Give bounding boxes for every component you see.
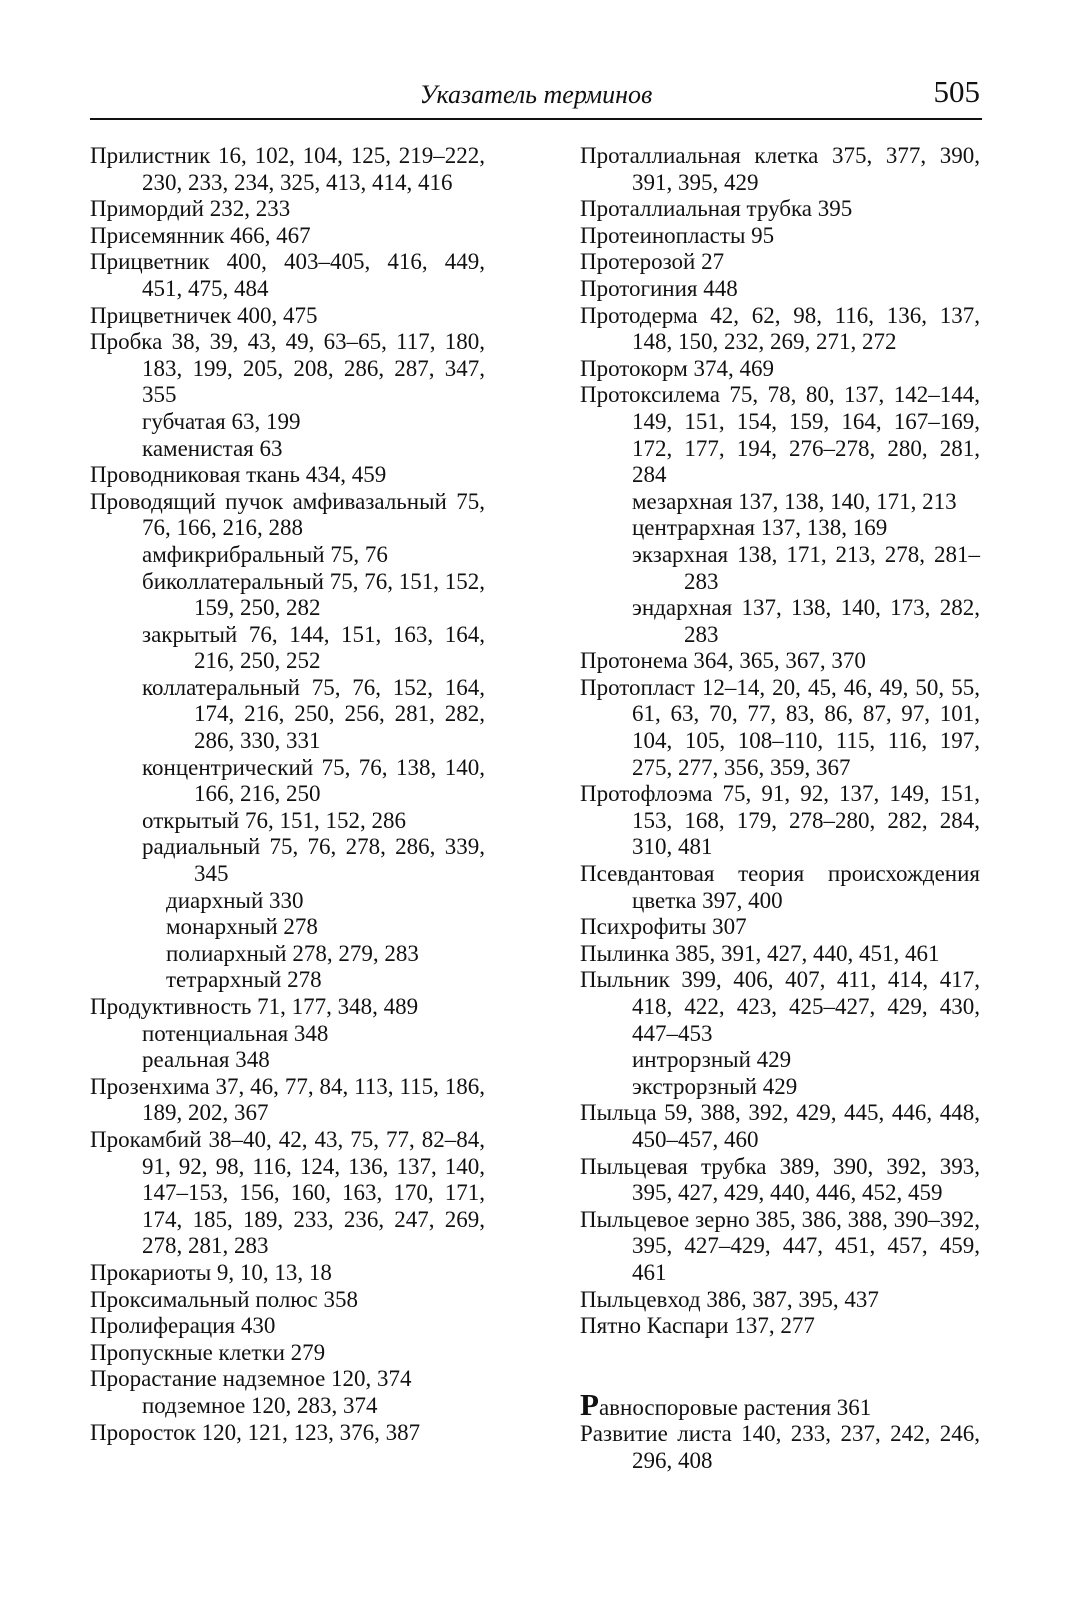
index-entry: Прицветничек 400, 475 — [90, 302, 318, 328]
index-entry: Пропускные клетки 279 — [90, 1339, 326, 1365]
index-entry: Примордий 232, 233 — [90, 196, 291, 222]
index-entry: Проталлиальная трубка 395 — [580, 196, 853, 222]
index-entry: Пыльцевое зерно 385, 386, 388, 390–392, 395, 427–429, 447, 451, 457, 459, 461 — [580, 1206, 980, 1285]
index-subentry: биколлатеральный 75, 76, 151, 152, 159, 250, 282 — [142, 568, 485, 621]
index-subentry: экстрорзный 429 — [632, 1073, 798, 1099]
index-entry: Прозенхима 37, 46, 77, 84, 113, 115, 186, 189, 202, 367 — [90, 1073, 485, 1126]
index-subentry: монархный 278 — [166, 914, 318, 940]
section-initial-letter: Р — [580, 1386, 599, 1422]
index-entry: Пыльцевая трубка 389, 390, 392, 393, 395, 427, 429, 440, 446, 452, 459 — [580, 1153, 980, 1206]
index-subentry: мезархная 137, 138, 140, 171, 213 — [632, 488, 957, 514]
section-gap — [580, 1340, 980, 1392]
index-entry: Прорастание надземное 120, 374 — [90, 1366, 412, 1392]
index-entry: Пыльцевход 386, 387, 395, 437 — [580, 1286, 879, 1312]
index-subentry: коллатеральный 75, 76, 152, 164, 174, 216, 250, 256, 281, 282, 286, 330, 331 — [142, 674, 485, 754]
index-subentry: реальная 348 — [142, 1047, 270, 1073]
index-entry: Проталлиальная клетка 375, 377, 390, 391, 395, 429 — [580, 143, 980, 195]
index-subentry: закрытый 76, 144, 151, 163, 164, 216, 250, 252 — [142, 621, 485, 674]
index-entry: Проксимальный полюс 358 — [90, 1286, 358, 1312]
index-entry: Протеинопласты 95 — [580, 222, 775, 248]
index-entry: Пролиферация 430 — [90, 1313, 276, 1339]
index-entry: Прокамбий 38–40, 42, 43, 75, 77, 82–84, 91, 92, 98, 116, 124, 136, 137, 140, 147–153, 156, 160, 163, 170, 171, 174, 185, 189, 233, 236, 247, 269, 278, 281, 283 — [90, 1126, 485, 1259]
index-entry: Проводящий пучок амфивазальный 75, 76, 166, 216, 288 — [90, 488, 485, 541]
index-entry: Протопласт 12–14, 20, 45, 46, 49, 50, 55, 61, 63, 70, 77, 83, 86, 87, 97, 101, 104, 105, 108–110, 115, 116, 197, 275, 277, 356, 359, 367 — [580, 674, 980, 780]
running-title: Указатель терминов — [419, 80, 653, 109]
index-entry: Проводниковая ткань 434, 459 — [90, 462, 387, 488]
index-subentry: губчатая 63, 199 — [142, 408, 301, 434]
index-entry: Развитие листа 140, 233, 237, 242, 246, 296, 408 — [580, 1421, 980, 1473]
index-entry: Протодерма 42, 62, 98, 116, 136, 137, 148, 150, 232, 269, 271, 272 — [580, 302, 980, 355]
index-subentry: радиальный 75, 76, 278, 286, 339, 345 — [142, 834, 485, 887]
index-entry: Протогиния 448 — [580, 275, 738, 301]
index-entry: Прилистник 16, 102, 104, 125, 219–222, 230, 233, 234, 325, 413, 414, 416 — [90, 143, 485, 195]
index-entry: Психрофиты 307 — [580, 914, 747, 940]
index-subentry: эндархная 137, 138, 140, 173, 282, 283 — [632, 595, 980, 647]
index-entry: Псевдантовая теория происхождения цветка 397, 400 — [580, 861, 980, 913]
index-subentry: амфикрибральный 75, 76 — [142, 541, 388, 567]
index-subentry: открытый 76, 151, 152, 286 — [142, 807, 406, 833]
index-entry: Пробка 38, 39, 43, 49, 63–65, 117, 180, 183, 199, 205, 208, 286, 287, 347, 355 — [90, 329, 485, 408]
index-entry: Прокариоты 9, 10, 13, 18 — [90, 1259, 332, 1285]
index-subentry: концентрический 75, 76, 138, 140, 166, 216, 250 — [142, 754, 485, 807]
index-subentry: интрорзный 429 — [632, 1047, 792, 1073]
page-number: 505 — [933, 74, 980, 109]
index-subentry: центрархная 137, 138, 169 — [632, 515, 888, 541]
index-subentry: потенциальная 348 — [142, 1020, 329, 1046]
index-column-right — [580, 143, 980, 1475]
index-subentry: подземное 120, 283, 374 — [142, 1392, 378, 1418]
index-entry: Присемянник 466, 467 — [90, 222, 311, 248]
index-entry: Пыльца 59, 388, 392, 429, 445, 446, 448, 450–457, 460 — [580, 1100, 980, 1152]
running-header — [90, 74, 982, 120]
index-subentry: тетрархный 278 — [166, 967, 322, 993]
index-subentry: экзархная 138, 171, 213, 278, 281–283 — [632, 541, 980, 594]
index-entry: Пятно Каспари 137, 277 — [580, 1313, 815, 1339]
index-entry: Продуктивность 71, 177, 348, 489 — [90, 994, 419, 1019]
index-entry: Протокорм 374, 469 — [580, 355, 775, 381]
index-entry: Протофлоэма 75, 91, 92, 137, 149, 151, 153, 168, 179, 278–280, 282, 284, 310, 481 — [580, 781, 980, 860]
index-column-left — [90, 143, 485, 1446]
index-entry: Пылинка 385, 391, 427, 440, 451, 461 — [580, 940, 940, 966]
index-subentry: диархный 330 — [166, 887, 304, 913]
index-entry: Проросток 120, 121, 123, 376, 387 — [90, 1419, 421, 1445]
index-entry: Протерозой 27 — [580, 249, 725, 275]
index-entry: Прицветник 400, 403–405, 416, 449, 451, 475, 484 — [90, 249, 485, 301]
index-subentry: полиархный 278, 279, 283 — [166, 940, 419, 966]
index-entry-text: авноспоровые растения 361 — [598, 1394, 872, 1420]
index-entry — [580, 1386, 980, 1422]
index-subentry: каменистая 63 — [142, 435, 283, 461]
index-entry: Протоксилема 75, 78, 80, 137, 142–144, 149, 151, 154, 159, 164, 167–169, 172, 177, 194, 276–278, 280, 281, 284 — [580, 382, 980, 488]
index-entry: Пыльник 399, 406, 407, 411, 414, 417, 418, 422, 423, 425–427, 429, 430, 447–453 — [580, 967, 980, 1046]
index-entry: Протонема 364, 365, 367, 370 — [580, 648, 866, 674]
